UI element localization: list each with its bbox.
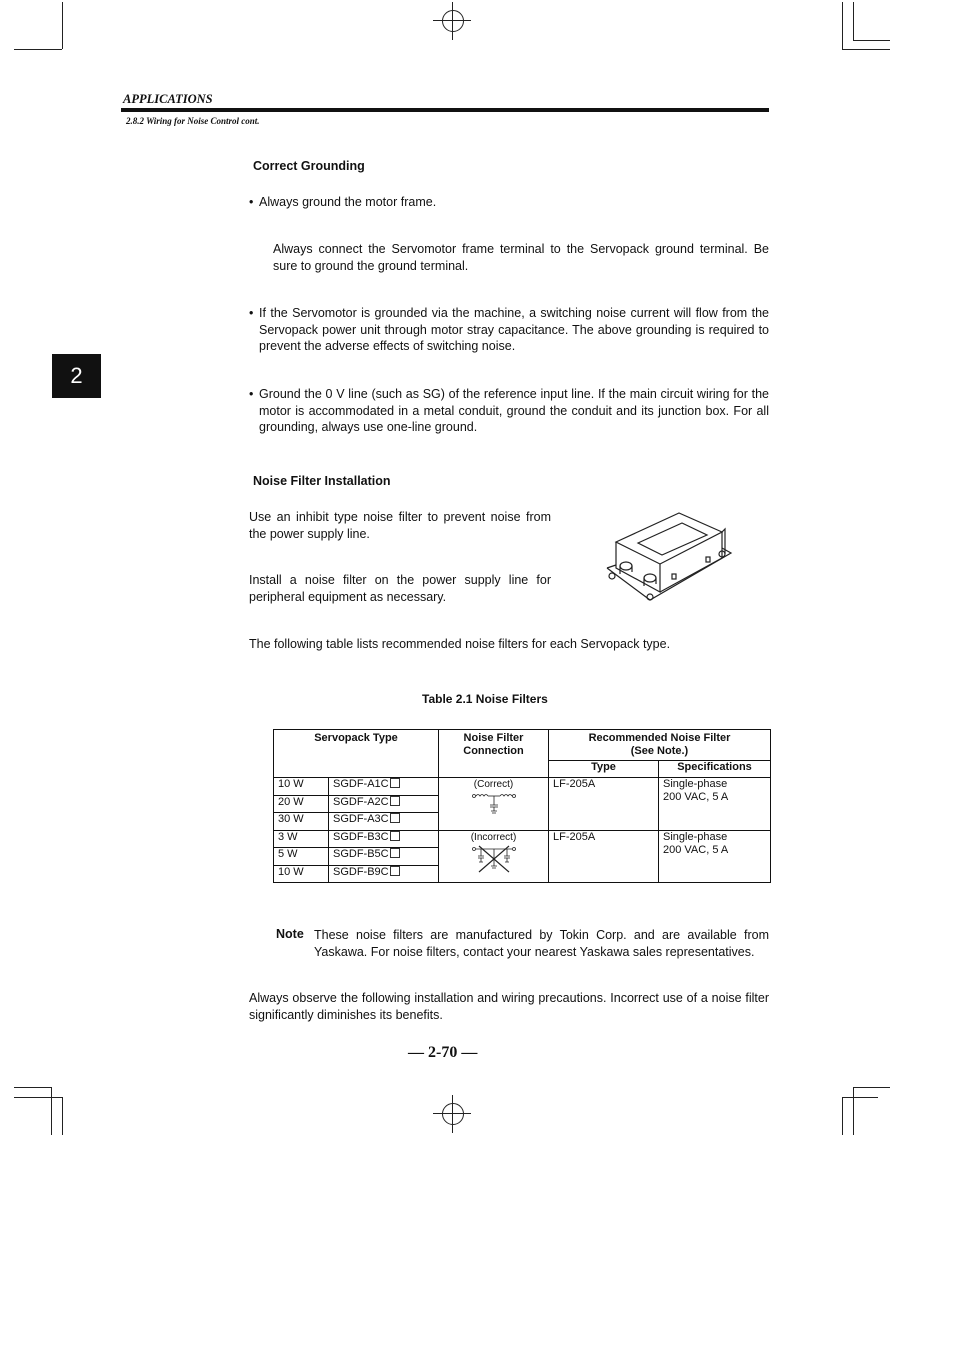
noise-filter-heading: Noise Filter Installation — [253, 474, 391, 488]
filter-correct-diagram-icon — [469, 791, 519, 817]
model-cell — [329, 813, 439, 831]
page-number: — 2-70 — — [408, 1044, 478, 1061]
connection-incorrect-cell — [439, 830, 549, 883]
connection-correct-cell — [439, 778, 549, 831]
placeholder-box-icon — [390, 796, 400, 806]
model-text: SGDF-B3C — [333, 830, 389, 843]
model-cell — [329, 865, 439, 883]
placeholder-box-icon — [390, 848, 400, 858]
power-cell: 10 W — [274, 865, 329, 883]
header-servopack-type: Servopack Type — [274, 730, 439, 778]
header-recommended-line1: Recommended Noise Filter — [588, 732, 731, 744]
table-caption: Table 2.1 Noise Filters — [422, 692, 548, 706]
note-text: These noise filters are manufactured by Tokin Corp. and are available from Yaskawa. For noise filters, contact your nearest Yaskawa sales representatives. — [314, 928, 769, 959]
type-cell: LF-205A — [549, 778, 659, 831]
spec-line1: Single-phase — [663, 778, 728, 790]
table-row — [274, 778, 771, 796]
model-cell — [329, 830, 439, 848]
table-row — [274, 830, 771, 848]
connection-correct-label: (Correct) — [473, 779, 514, 790]
placeholder-box-icon — [390, 831, 400, 841]
power-cell: 30 W — [274, 813, 329, 831]
power-cell: 10 W — [274, 778, 329, 796]
note-label: Note — [276, 927, 304, 941]
noise-filter-illustration — [604, 510, 736, 606]
noise-filter-table — [273, 729, 771, 883]
model-text: SGDF-B5C — [333, 848, 389, 860]
correct-grounding-heading: Correct Grounding — [253, 159, 365, 173]
model-text: SGDF-A2C — [333, 795, 389, 808]
spec-cell — [659, 778, 771, 831]
model-cell — [329, 848, 439, 866]
section-title: APPLICATIONS — [123, 92, 213, 106]
model-cell — [329, 778, 439, 796]
connection-incorrect-label: (Incorrect) — [470, 831, 517, 843]
placeholder-box-icon — [390, 866, 400, 876]
type-cell: LF-205A — [549, 830, 659, 883]
header-connection-line1: Noise Filter — [463, 732, 524, 744]
subsection-label: 2.8.2 Wiring for Noise Control cont. — [126, 116, 260, 126]
bullet-2-text: If the Servomotor is grounded via the machine, a switching noise current will flow from the Servopack power unit through motor stray capacitance. The above grounding is required to prevent the adverse effects of switching noise. — [259, 306, 769, 353]
model-text: SGDF-B9C — [333, 865, 389, 878]
model-cell — [329, 795, 439, 813]
header-recommended-line2: (See Note.) — [630, 745, 689, 757]
model-text: SGDF-A1C — [333, 778, 389, 790]
noise-filter-para-3: The following table lists recommended noise filters for each Servopack type. — [249, 637, 671, 651]
spec-line2: 200 VAC, 5 A — [663, 791, 729, 803]
chapter-tab: 2 — [52, 354, 101, 398]
spec-line1: Single-phase — [663, 830, 728, 843]
bullet-3-text: Ground the 0 V line (such as SG) of the reference input line. If the main circuit wiring for the motor is accommodated in a metal conduit, ground the conduit and its junction box. For all grounding, always use one-line ground. — [259, 387, 769, 434]
placeholder-box-icon — [390, 778, 400, 788]
model-text: SGDF-A3C — [333, 813, 389, 825]
placeholder-box-icon — [390, 813, 400, 823]
spec-cell — [659, 830, 771, 883]
power-cell: 20 W — [274, 795, 329, 813]
noise-filter-para-2: Install a noise filter on the power supply line for peripheral equipment as necessary. — [249, 573, 551, 604]
spec-line2: 200 VAC, 5 A — [663, 843, 729, 856]
power-cell: 5 W — [274, 848, 329, 866]
header-rule — [121, 108, 769, 112]
header-recommended — [549, 730, 771, 761]
header-connection-line2: Connection — [463, 745, 524, 757]
filter-incorrect-diagram-icon — [469, 844, 519, 874]
header-type: Type — [549, 761, 659, 778]
noise-filter-para-1: Use an inhibit type noise filter to prevent noise from the power supply line. — [249, 510, 551, 541]
power-cell: 3 W — [274, 830, 329, 848]
closing-paragraph: Always observe the following installation and wiring precautions. Incorrect use of a noise filter significantly diminishes its benefits. — [249, 991, 769, 1022]
bullet-1-detail: Always connect the Servomotor frame terminal to the Servopack ground terminal. Be sure to ground the ground terminal. — [273, 242, 769, 273]
bullet-1-text: Always ground the motor frame. — [259, 195, 437, 209]
header-specifications: Specifications — [659, 761, 771, 778]
header-connection — [439, 730, 549, 778]
